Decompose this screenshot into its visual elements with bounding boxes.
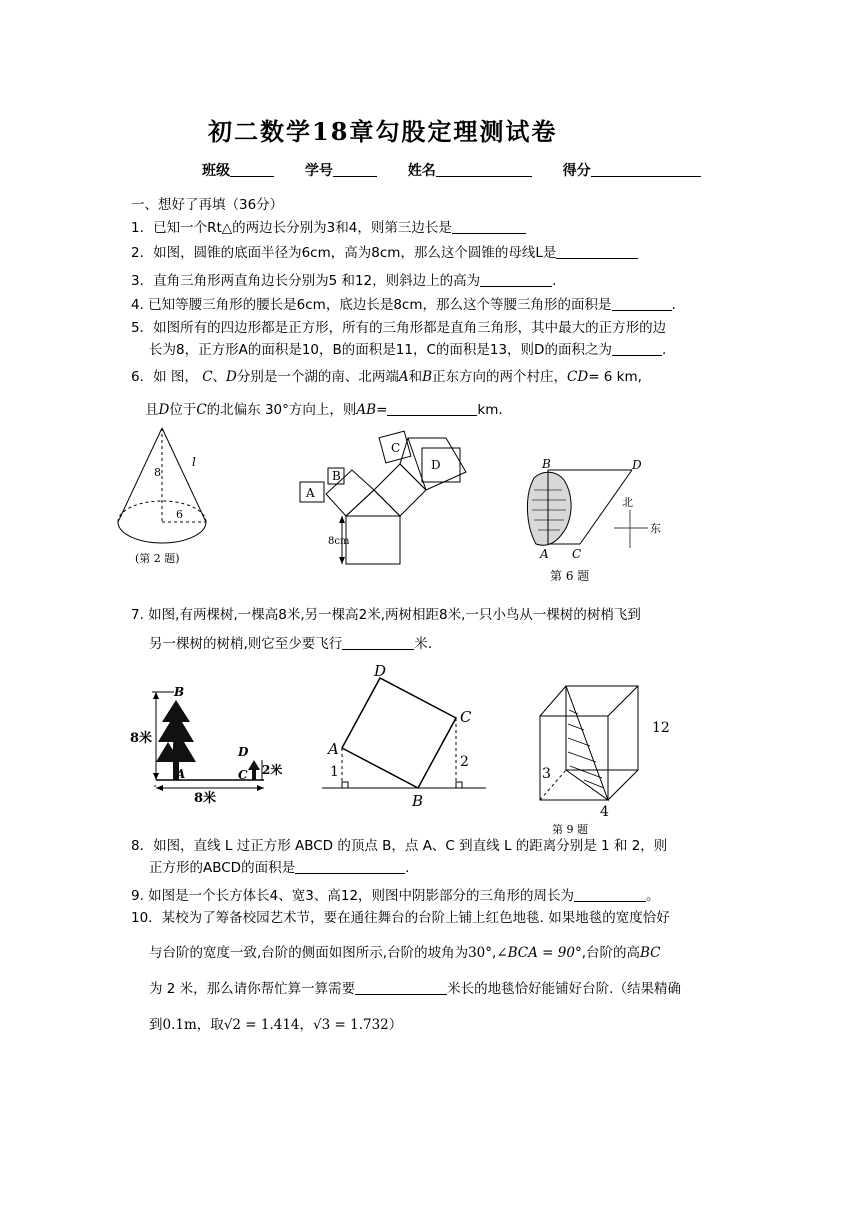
name-label: 姓名 (407, 163, 436, 179)
square-a-label: A (306, 486, 315, 500)
square-c-label: C (391, 441, 401, 455)
answer-blank-4[interactable] (612, 296, 672, 311)
score-label: 得分 (562, 163, 591, 179)
answer-blank-8[interactable] (295, 859, 405, 874)
trees-figure (130, 682, 294, 806)
question-8-line-1: 8．如图，直线 L 过正方形 ABCD 的顶点 B，点 A、C 到直线 L 的距离分别是 1 和 2，则 (131, 838, 668, 854)
cuboid-length-label: 4 (600, 804, 609, 820)
square-d-label: D (431, 458, 441, 472)
square-vertex-d-label: D (374, 662, 387, 680)
cuboid-width-label: 3 (542, 766, 551, 782)
question-1: 1．已知一个Rt△的两边长分别为3和4，则第三边长是 (131, 219, 526, 237)
tree2-height-label: 2米 (262, 763, 283, 777)
question-3: 3．直角三角形两直角边长分别为5 和12，则斜边上的高为 . (131, 273, 557, 289)
question-9: 9. 如图是一个长方体长4、宽3、高12，则图中阴影部分的三角形的周长为 。 (131, 888, 660, 904)
cuboid-figure (536, 680, 686, 820)
question-10-line-3: 为 2 米，那么请你帮忙算一算需要 米长的地毯恰好能铺好台阶.（结果精确 (149, 981, 681, 997)
map-point-d-label: D (632, 458, 642, 472)
question-7-line-1: 7. 如图,有两棵树,一棵高8米,另一棵高2米,两树相距8米,一只小鸟从一棵树的树梢飞到 (131, 607, 641, 623)
cone-slant-label: l (192, 455, 196, 469)
student-no-label: 学号 (304, 163, 333, 179)
cone-radius-label: 6 (176, 508, 183, 521)
cone-height-label: 8 (154, 466, 161, 479)
class-blank[interactable] (230, 162, 274, 177)
header-fields (202, 160, 727, 180)
map-point-b-label: B (542, 457, 551, 471)
section-heading: 一、想好了再填（36分） (131, 197, 284, 213)
distance-2-label: 2 (460, 754, 469, 770)
square-line-figure (318, 662, 490, 808)
question-8-line-2: 正方形的ABCD的面积是 . (149, 860, 410, 876)
cuboid-height-label: 12 (652, 720, 670, 736)
tree-top-d-label: D (238, 745, 249, 759)
answer-blank-7[interactable] (342, 635, 414, 650)
question-5-line-1: 5．如图所有的四边形都是正方形，所有的三角形都是直角三角形，其中最大的正方形的边 (131, 320, 667, 336)
question-6-line-1: 6．如 图， C、D分别是一个湖的南、北两端A和B正东方向的两个村庄，CD= 6 km, (131, 369, 642, 385)
question-7-line-2: 另一棵树的树梢,则它至少要飞行 米. (149, 636, 433, 652)
square-vertex-c-label: C (460, 708, 472, 726)
answer-blank-5[interactable] (612, 341, 662, 356)
lake-map-figure (518, 456, 678, 566)
question-10-line-1: 10．某校为了筹备校园艺术节，要在通往舞台的台阶上铺上红色地毯. 如果地毯的宽度恰好 (131, 910, 670, 926)
figure-6-caption: 第 6 题 (550, 569, 590, 583)
answer-blank-9[interactable] (574, 887, 646, 902)
figure-2-caption: (第 2 题) (135, 552, 180, 565)
map-point-c-label: C (572, 547, 582, 561)
map-point-a-label: A (540, 547, 549, 561)
tree-distance-label: 8米 (194, 791, 217, 806)
big-square-side-label: 8cm (328, 536, 350, 547)
score-blank[interactable] (591, 162, 701, 177)
student-no-blank[interactable] (333, 162, 377, 177)
class-label: 班级 (202, 163, 230, 179)
answer-blank-10[interactable] (355, 980, 447, 995)
tree1-height-label: 8米 (130, 731, 153, 746)
question-2: 2．如图，圆锥的底面半径为6cm，高为8cm，那么这个圆锥的母线L是 (131, 244, 638, 262)
tree-base-c-label: C (238, 768, 248, 782)
answer-blank-3[interactable] (480, 272, 552, 287)
question-10-line-4: 到0.1m，取√2 = 1.414，√3 = 1.732） (149, 1017, 403, 1033)
square-vertex-a-label: A (328, 740, 339, 758)
tree-top-b-label: B (174, 685, 185, 699)
question-4: 4. 已知等腰三角形的腰长是6cm，底边长是8cm，那么这个等腰三角形的面积是 . (131, 297, 676, 313)
square-b-label: B (332, 469, 341, 483)
answer-blank-6[interactable] (387, 401, 477, 416)
distance-1-label: 1 (330, 764, 339, 780)
squares-figure (296, 430, 472, 570)
answer-blank-2[interactable] (556, 244, 638, 259)
tree-base-a-label: A (176, 767, 186, 781)
name-blank[interactable] (436, 162, 532, 177)
answer-blank-1[interactable] (452, 219, 526, 234)
figure-9-caption: 第 9 题 (552, 823, 588, 836)
east-label: 东 (650, 522, 661, 535)
page-title: 初二数学18章勾股定理测试卷 (208, 117, 558, 146)
square-vertex-b-label: B (412, 792, 424, 808)
question-5-line-2: 长为8，正方形A的面积是10，B的面积是11，C的面积是13，则D的面积之为 . (149, 342, 667, 358)
north-label: 北 (622, 496, 633, 509)
question-10-line-2: 与台阶的宽度一致,台阶的侧面如图所示,台阶的坡角为30°,∠BCA = 90°,台阶的高BC (149, 945, 661, 961)
question-6-line-2: 且D位于C的北偏东 30°方向上，则AB= km. (145, 402, 503, 418)
cone-figure (112, 424, 212, 570)
